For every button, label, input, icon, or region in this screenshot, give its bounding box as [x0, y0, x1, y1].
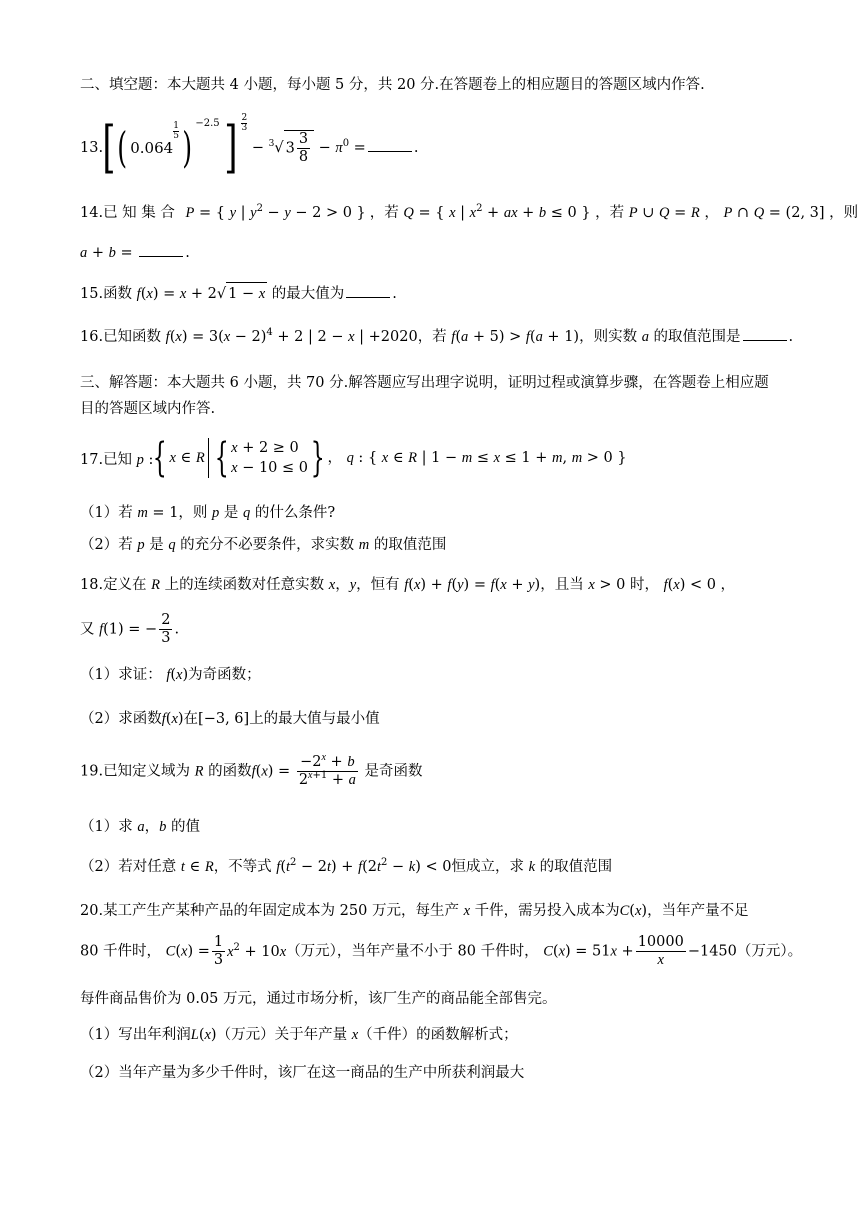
question-16: 16.已知函数 $f(x) = 3(x - 2)^4 + 2$ | 2 − x | +2020，若 f(a + 5) > f(a + 1)，则实数 a 的取值范围是 .: [80, 327, 794, 345]
question-16-number: 16.: [80, 329, 104, 345]
question-17-part-2: （2）若 p 是 q 的充分不必要条件，求实数 m 的取值范围: [80, 537, 447, 553]
question-18-line-1: 18.定义在 R 上的连续函数对任意实数 x，y，恒有 f(x) + f(y) = f(x + y)，且当 x > 0 时， f(x) < 0 ，: [80, 577, 736, 593]
question-14-line-2: a + b = .: [80, 242, 790, 264]
question-14-number: 14.: [80, 205, 104, 221]
section-2-heading: 二、填空题：本大题共 4 小题，每小题 5 分，共 20 分.在答题卷上的相应题目的答题区域内作答.: [80, 77, 705, 93]
question-19-number: 19.: [80, 763, 104, 780]
question-18-line-2: 又 f(1) = − $\frac{2}{3}$ .: [80, 612, 180, 646]
question-18-part-2: （2）求函数f(x)在[−3, 6]上的最大值与最小值: [80, 711, 380, 727]
question-15: 15.函数 f(x) = x + 2√ 1 − x 的最大值为 .: [80, 282, 790, 305]
question-15-number: 15.: [80, 286, 104, 302]
question-13-number: 13.: [80, 140, 104, 156]
question-13: [80, 113, 790, 180]
section-3-heading-line-2: 目的答题区域内作答.: [80, 401, 216, 417]
question-18-part-1: （1）求证： f(x)为奇函数；: [80, 667, 261, 683]
question-20-part-1: （1）写出年利润L(x)（万元）关于年产量 x（千件）的函数解析式；: [80, 1027, 518, 1043]
question-19-part-1: （1）求 a，b 的值: [80, 819, 200, 835]
question-20-part-2: （2）当年产量为多少千件时，该厂在这一商品的生产中所获利润最大: [80, 1065, 525, 1081]
question-19: 19.已知定义域为 R 的函数f(x) = $\frac{-2^x + b}{2^{x+1} + a}$ 是奇函数: [80, 752, 423, 788]
question-17-number: 17.: [80, 452, 104, 468]
question-20-line-2: 80 千件时， C(x) = $\frac{1}{3}$ $x^2 + 10x$（万元），当年产量不小于 80 千件时， C(x) = 51x + $\frac{10000}{x}$ −1450（万元）。: [80, 934, 803, 968]
question-19-part-2: （2）若对任意 t ∈ R，不等式 $f(t^2 - 2t) + f(2t^2 - k) < 0$恒成立，求 k 的取值范围: [80, 857, 613, 875]
question-20-number: 20.: [80, 903, 104, 919]
question-13-expression: [( 0.064 $\frac{1}{5}$ ) $^{-2.5}$] $\frac{2}{3}$ − $^3$√ 3 $\frac{3}{8}$ − $\pi^0$ = .: [102, 113, 419, 180]
question-20-line-1: 20.某工产生产某种产品的年固定成本为 250 万元，每生产 x 千件，需另投入成本为C(x)，当年产量不足: [80, 903, 749, 919]
section-3-heading-line-1: 三、解答题：本大题共 6 小题，共 70 分.解答题应写出理字说明，证明过程或演算步骤，在答题卷上相应题: [80, 375, 769, 391]
question-17: 17.已知 p : { x ∈ R { x + 2 ≥ 0 x − 10 ≤ 0 } ， q : { x ∈ R | 1 − m ≤ x ≤ 1 + m, m > 0 }: [80, 435, 627, 481]
question-20-line-3: 每件商品售价为 0.05 万元，通过市场分析，该厂生产的商品能全部售完。: [80, 991, 557, 1007]
question-17-part-1: （1）若 m = 1，则 p 是 q 的什么条件?: [80, 505, 336, 521]
question-18-number: 18.: [80, 577, 104, 593]
question-14-line-1: 14.已 知 集 合 P = { y | $y^2 - y - 2 > 0$ } ，若 Q = { x | $x^2$ + ax + b ≤ 0 } ，若 P ∪ Q = R ， P ∩ Q = (2, 3] ，则: [80, 203, 859, 221]
